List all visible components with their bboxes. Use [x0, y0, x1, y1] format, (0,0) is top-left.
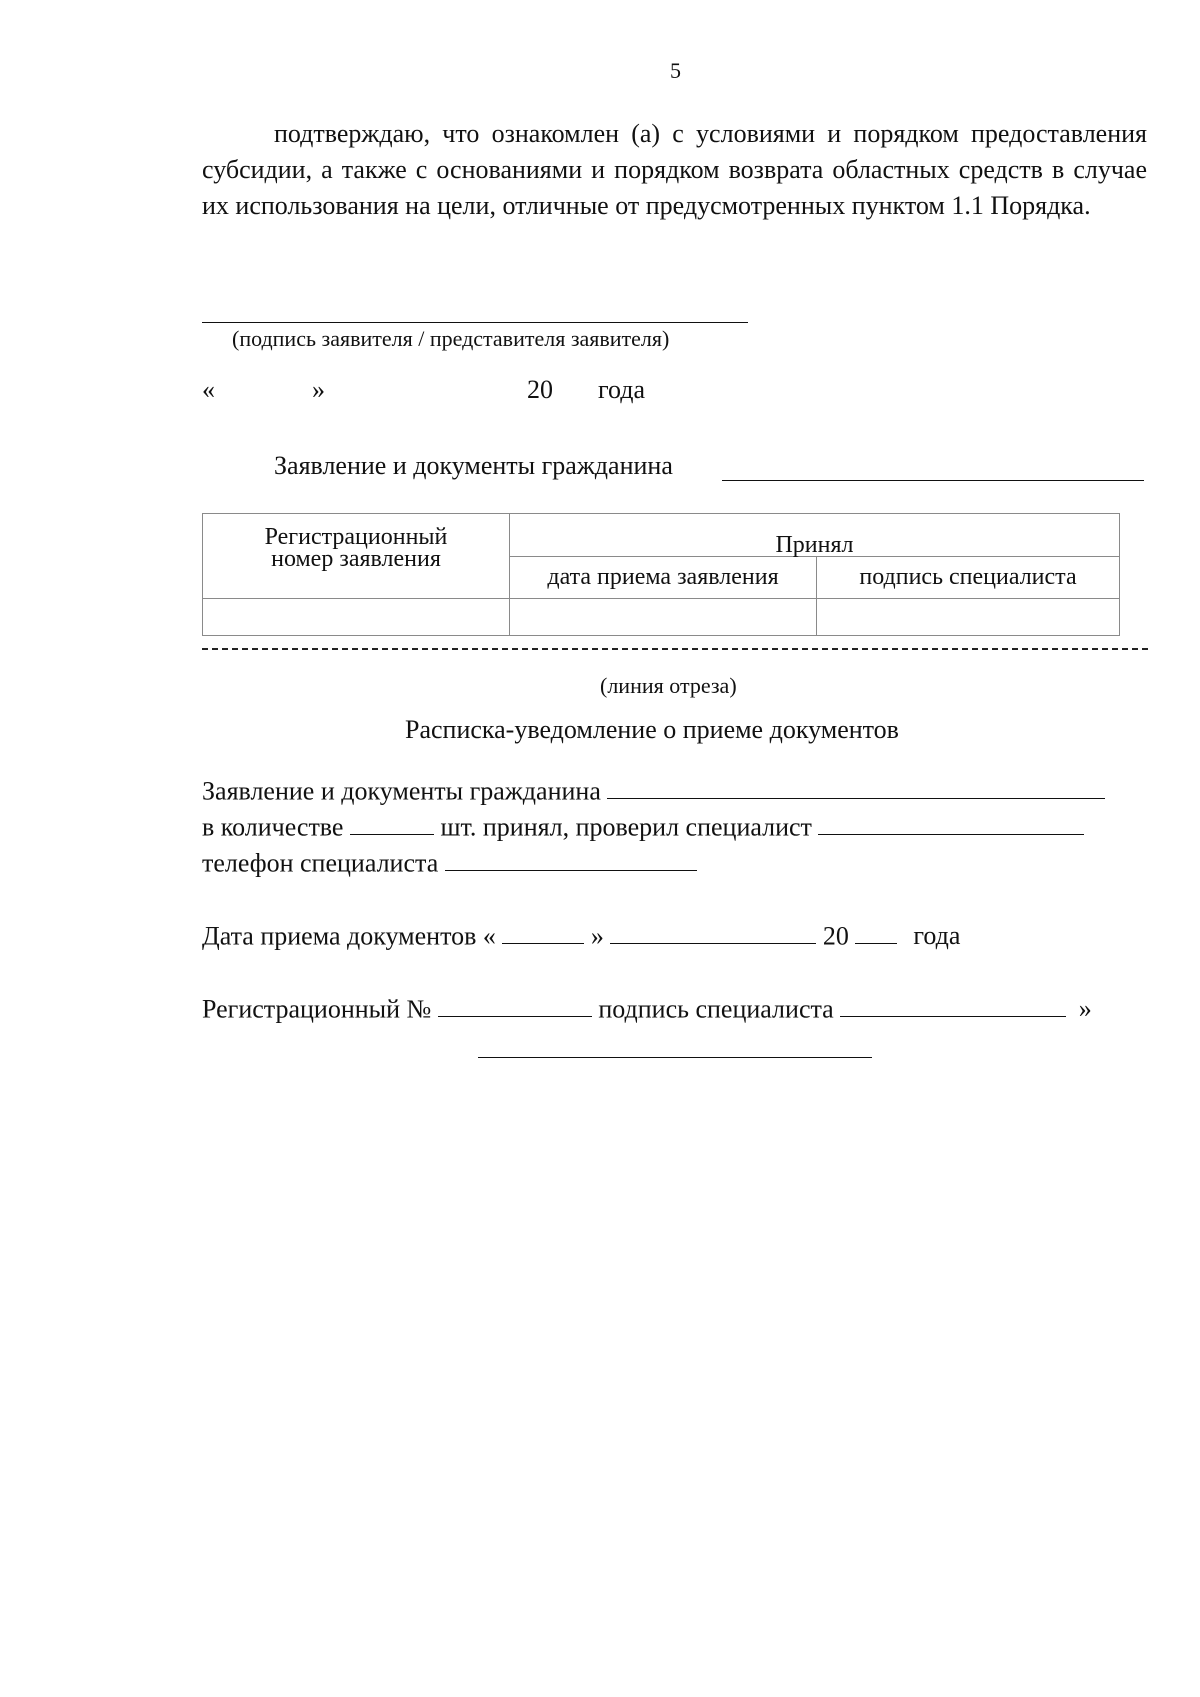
reg-number-header	[203, 514, 510, 599]
trailing-blank-line[interactable]	[478, 1057, 872, 1058]
application-label: Заявление и документы гражданина	[274, 451, 673, 480]
registration-table	[202, 513, 1120, 636]
cut-caption: (линия отреза)	[600, 673, 737, 698]
receipt-year-prefix: 20	[822, 921, 849, 951]
signature-caption: (подпись заявителя / представителя заявителя)	[232, 326, 670, 351]
consent-text: подтверждаю, что ознакомлен (а) с условиями и порядком предоставления субсидии, а также с основаниями и порядком возврата областных средств в случае их использования на цели, отличные от предусмотренных пунктом 1.1 Порядка.	[202, 119, 1147, 220]
acceptance-date-cell[interactable]	[510, 599, 817, 636]
applicant-signature-line	[202, 322, 748, 323]
quantity-blank[interactable]	[350, 811, 434, 835]
receipt-date-line	[202, 920, 960, 951]
consent-paragraph	[202, 116, 1147, 224]
receipt-line-2	[202, 811, 1084, 842]
accepted-checked-label: шт. принял, проверил специалист	[440, 812, 812, 842]
receipt-line-3	[202, 847, 697, 878]
receipt-reg-line	[202, 993, 1092, 1024]
reg-number-header-text: Регистрационный номер заявления	[264, 524, 448, 572]
date-year-word: года	[598, 375, 646, 404]
receipt-application-label: Заявление и документы гражданина	[202, 776, 601, 806]
page-number: 5	[670, 58, 681, 83]
specialist-name-blank[interactable]	[818, 811, 1084, 835]
acceptance-date-header-text: дата приема заявления	[547, 564, 779, 591]
reg-close-quote: »	[1078, 994, 1092, 1024]
specialist-signature-header-text: подпись специалиста	[859, 564, 1077, 591]
date-open-quote: «	[202, 375, 215, 404]
receipt-year-word: года	[913, 921, 961, 951]
receipt-citizen-blank[interactable]	[607, 775, 1105, 799]
receipt-year-blank[interactable]	[855, 920, 897, 944]
receipt-day-blank[interactable]	[502, 920, 584, 944]
accepted-group-header	[510, 514, 1120, 557]
specialist-phone-label: телефон специалиста	[202, 848, 439, 878]
date-year-prefix: 20	[527, 375, 553, 404]
cut-line	[202, 648, 1148, 650]
application-citizen-line	[722, 480, 1144, 481]
receipt-date-label: Дата приема документов «	[202, 921, 496, 951]
receipt-title: Расписка-уведомление о приеме документов	[405, 715, 899, 744]
quantity-label: в количестве	[202, 812, 344, 842]
reg-number-label: Регистрационный №	[202, 994, 432, 1024]
receipt-date-close-quote: »	[590, 921, 604, 951]
reg-sign-blank[interactable]	[840, 993, 1066, 1017]
specialist-signature-cell[interactable]	[817, 599, 1120, 636]
specialist-phone-blank[interactable]	[445, 847, 697, 871]
date-close-quote: »	[312, 375, 325, 404]
accepted-header-text: Принял	[775, 531, 854, 558]
receipt-line-1	[202, 775, 1105, 806]
reg-sign-label: подпись специалиста	[598, 994, 834, 1024]
acceptance-date-header	[510, 556, 817, 599]
specialist-signature-header	[817, 556, 1120, 599]
reg-number-blank[interactable]	[438, 993, 592, 1017]
reg-number-cell[interactable]	[203, 599, 510, 636]
receipt-month-blank[interactable]	[610, 920, 816, 944]
